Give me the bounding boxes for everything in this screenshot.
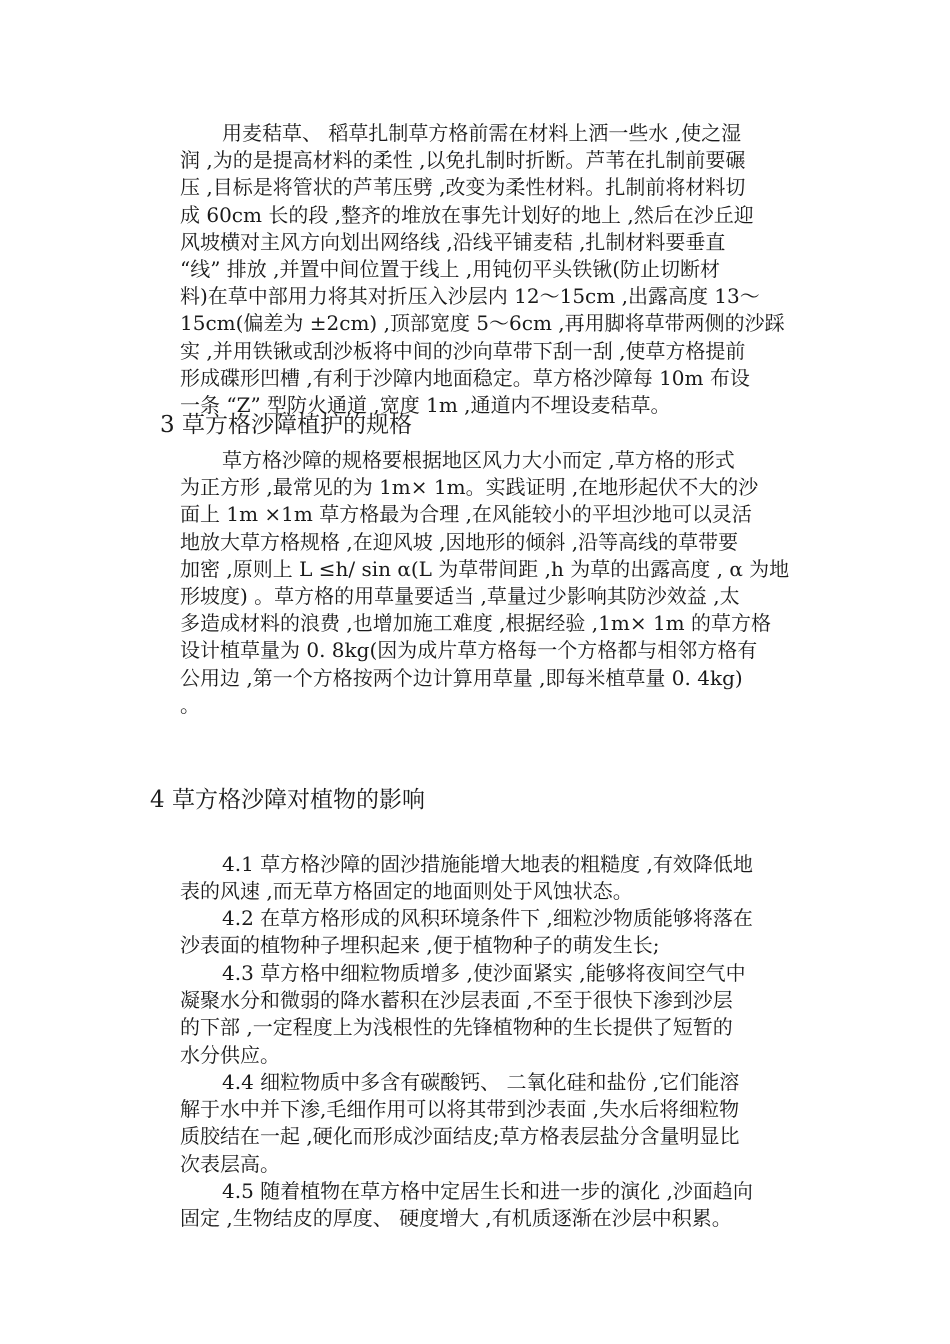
text-line: 4.2 在草方格形成的风积环境条件下 ,细粒沙物质能够将落在 [222, 906, 753, 930]
text-line: 草方格沙障的规格要根据地区风力大小而定 ,草方格的形式 [222, 448, 735, 472]
text-line: 形成碟形凹槽 ,有利于沙障内地面稳定。草方格沙障每 10m 布设 [180, 365, 750, 390]
text-line: 为正方形 ,最常见的为 1m× 1m。实践证明 ,在地形起伏不大的沙 [180, 475, 759, 500]
text-line: 次表层高。 [180, 1151, 280, 1176]
text-line: 公用边 ,第一个方格按两个边计算用草量 ,即每米植草量 0. 4kg) [180, 665, 743, 690]
section-4-item-5 [180, 1178, 806, 1232]
section-4-item-1 [180, 851, 806, 905]
section-3-paragraph [180, 447, 806, 719]
text-line: “线” 排放 ,并置中间位置于线上 ,用钝仞平头铁锹(防止切断材 [180, 257, 721, 282]
text-line: 成 60cm 长的段 ,整齐的堆放在事先计划好的地上 ,然后在沙丘迎 [180, 202, 754, 227]
text-line: 4.5 随着植物在草方格中定居生长和进一步的演化 ,沙面趋向 [222, 1179, 753, 1203]
text-line: 形坡度) 。草方格的用草量要适当 ,草量过少影响其防沙效益 ,太 [180, 584, 740, 609]
text-line: 4.3 草方格中细粒物质增多 ,使沙面紧实 ,能够将夜间空气中 [222, 961, 746, 985]
section-3-heading: 3 草方格沙障植护的规格 [160, 412, 412, 438]
section-4-item-3 [180, 960, 806, 1069]
text-line: 4.4 细粒物质中多含有碳酸钙、 二氧化硅和盐份 ,它们能溶 [222, 1070, 740, 1094]
section-4-item-2 [180, 905, 806, 959]
text-line: 地放大草方格规格 ,在迎风坡 ,因地形的倾斜 ,沿等高线的草带要 [180, 529, 739, 554]
text-line: 润 ,为的是提高材料的柔性 ,以免扎制时折断。芦苇在扎制前要碾 [180, 148, 746, 173]
text-line: 设计植草量为 0. 8kg(因为成片草方格每一个方格都与相邻方格有 [180, 638, 758, 663]
text-line: 。 [180, 692, 200, 717]
intro-paragraph [180, 120, 806, 419]
text-line: 4.1 草方格沙障的固沙措施能增大地表的粗糙度 ,有效降低地 [222, 852, 753, 876]
text-line: 多造成材料的浪费 ,也增加施工难度 ,根据经验 ,1m× 1m 的草方格 [180, 611, 771, 636]
text-line: 凝聚水分和微弱的降水蓄积在沙层表面 ,不至于很快下渗到沙层 [180, 988, 733, 1013]
text-line: 固定 ,生物结皮的厚度、 硬度增大 ,有机质逐渐在沙层中积累。 [180, 1206, 732, 1231]
text-line: 水分供应。 [180, 1042, 280, 1067]
text-line: 15cm(偏差为 ±2cm) ,顶部宽度 5～6cm ,再用脚将草带两侧的沙踩 [180, 311, 785, 336]
text-line: 一条 “Z” 型防火通道 ,宽度 1m ,通道内不埋设麦秸草。 [180, 393, 671, 418]
text-line: 压 ,目标是将管状的芦苇压劈 ,改变为柔性材料。扎制前将材料切 [180, 175, 746, 200]
text-line: 加密 ,原则上 L ≤h/ sin α(L 为草带间距 ,h 为草的出露高度 , α 为地 [180, 556, 790, 581]
text-line: 表的风速 ,而无草方格固定的地面则处于风蚀状态。 [180, 879, 633, 904]
text-line: 用麦秸草、 稻草扎制草方格前需在材料上洒一些水 ,使之湿 [222, 121, 742, 145]
section-4-item-4 [180, 1069, 806, 1178]
text-line: 质胶结在一起 ,硬化而形成沙面结皮;草方格表层盐分含量明显比 [180, 1124, 740, 1149]
text-line: 沙表面的植物种子埋积起来 ,便于植物种子的萌发生长; [180, 933, 660, 958]
text-line: 解于水中并下渗,毛细作用可以将其带到沙表面 ,失水后将细粒物 [180, 1097, 740, 1122]
section-4-heading: 4 草方格沙障对植物的影响 [150, 787, 425, 813]
text-line: 风坡横对主风方向划出网络线 ,沿线平铺麦秸 ,扎制材料要垂直 [180, 229, 726, 254]
text-line: 料)在草中部用力将其对折压入沙层内 12～15cm ,出露高度 13～ [180, 284, 760, 309]
text-line: 的下部 ,一定程度上为浅根性的先锋植物种的生长提供了短暂的 [180, 1015, 733, 1040]
text-line: 面上 1m ×1m 草方格最为合理 ,在风能较小的平坦沙地可以灵活 [180, 502, 752, 527]
text-line: 实 ,并用铁锹或刮沙板将中间的沙向草带下刮一刮 ,使草方格提前 [180, 338, 746, 363]
